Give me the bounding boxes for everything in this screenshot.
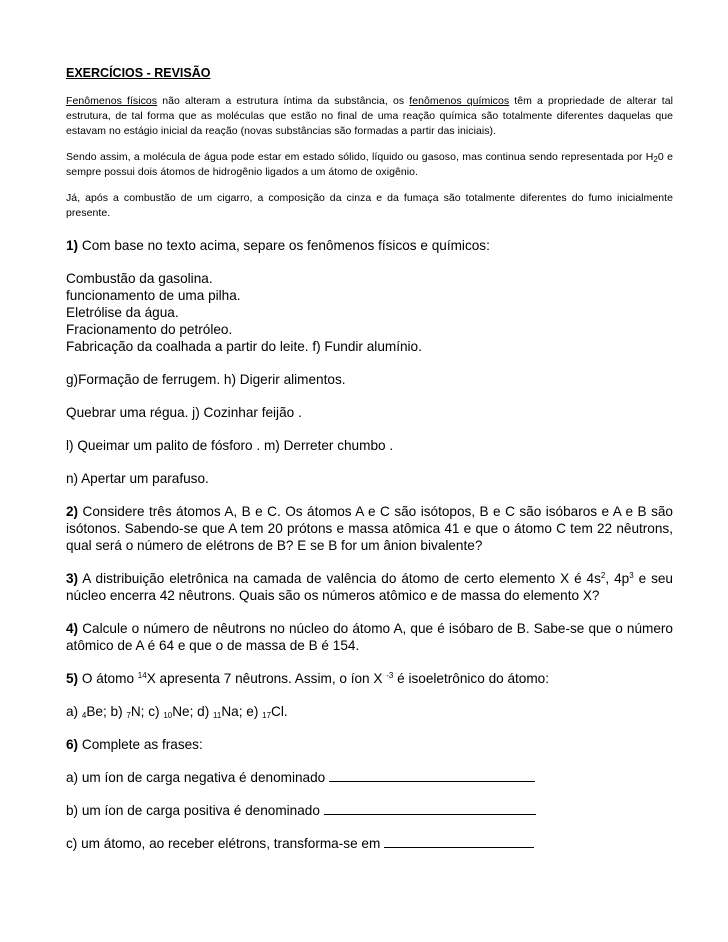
option-text: a) xyxy=(66,704,82,719)
list-item: Fabricação da coalhada a partir do leite. f) Fundir alumínio. xyxy=(66,339,422,354)
fill-in-a xyxy=(66,769,673,786)
question-3 xyxy=(66,570,673,604)
list-item-g: g)Formação de ferrugem. h) Digerir alimentos. xyxy=(66,372,346,387)
fill-prompt: c) um átomo, ao receber elétrons, transforma-se em xyxy=(66,836,385,851)
question-text: , 4p xyxy=(605,571,630,586)
question-number: 4) xyxy=(66,621,79,636)
intro-text: têm a propriedade de alterar tal estrutura, de tal forma que as moléculas que estão no final de uma reação química são totalmente diferentes daquelas que estavam no estágio inicial da reação (novas substâncias são formadas a partir das iniciais). xyxy=(66,95,673,137)
question-text: Calcule o número de nêutrons no núcleo do átomo A, que é isóbaro de B. Sabe-se que o número atômico de A é 64 e que o de massa de B é 154. xyxy=(66,621,673,653)
list-item: Fracionamento do petróleo. xyxy=(66,322,233,337)
fill-prompt: a) um íon de carga negativa é denominado xyxy=(66,770,329,785)
term-chemical-phenomena: fenômenos químicos xyxy=(409,95,510,107)
superscript: 2 xyxy=(600,571,606,580)
question-text: e seu núcleo encerra 42 nêutrons. Quais são os números atômico e de massa do elemento X? xyxy=(66,571,673,603)
intro-paragraph-2 xyxy=(66,150,673,180)
subscript: 10 xyxy=(163,711,173,720)
subscript: 2 xyxy=(653,155,658,164)
question-1 xyxy=(66,237,673,254)
question-5 xyxy=(66,670,673,687)
option-text: Ne; d) xyxy=(172,704,214,719)
question-number: 1) xyxy=(66,238,79,253)
question-text: A distribuição eletrônica na camada de valência do átomo de certo elemento X é 4s xyxy=(78,571,601,586)
question-text: Com base no texto acima, separe os fenômenos físicos e químicos: xyxy=(78,238,490,253)
fill-in-b xyxy=(66,802,673,819)
page-title: EXERCÍCIOS - REVISÃO xyxy=(66,66,211,80)
question-number: 5) xyxy=(66,671,79,686)
superscript: 3 xyxy=(629,571,634,580)
answer-blank[interactable] xyxy=(384,835,534,848)
list-item-i: Quebrar uma régua. j) Cozinhar feijão . xyxy=(66,405,302,420)
question-text: é isoeletrônico do átomo: xyxy=(393,671,550,686)
intro-text: 0 e sempre possui dois átomos de hidrogênio ligados a um átomo de oxigênio. xyxy=(66,151,673,178)
intro-text: não alteram a estrutura íntima da substância, os xyxy=(157,95,410,107)
intro-paragraph-3: Já, após a combustão de um cigarro, a composição da cinza e da fumaça são totalmente diferentes do fumo inicialmente presente. xyxy=(66,192,673,219)
document-page xyxy=(66,66,673,852)
list-item-n: n) Apertar um parafuso. xyxy=(66,471,209,486)
superscript: 14 xyxy=(137,671,147,680)
question-text: Considere três átomos A, B e C. Os átomos A e C são isótopos, B e C são isóbaros e A e B são isótonos. Sabendo-se que A tem 20 prótons e massa atômica 41 e que o átomo C tem 22 nêutrons, qual será o número de elétrons de B? E se B for um ânion bivalente? xyxy=(66,504,673,553)
question-number: 6) xyxy=(66,737,79,752)
question-6 xyxy=(66,736,673,753)
question-text: O átomo xyxy=(78,671,138,686)
phenomena-list xyxy=(66,270,673,355)
question-text: Complete as frases: xyxy=(78,737,203,752)
term-physical-phenomena: Fenômenos físicos xyxy=(66,95,158,107)
question-4 xyxy=(66,620,673,654)
subscript: 17 xyxy=(262,711,272,720)
list-item-l: l) Queimar um palito de fósforo . m) Derreter chumbo . xyxy=(66,438,394,453)
subscript: 4 xyxy=(81,711,87,720)
intro-text: Sendo assim, a molécula de água pode estar em estado sólido, líquido ou gasoso, mas continua sendo representada por H xyxy=(66,151,654,163)
answer-blank[interactable] xyxy=(329,769,535,782)
answer-blank[interactable] xyxy=(324,802,536,815)
option-text: Na; e) xyxy=(221,704,263,719)
list-item: funcionamento de uma pilha. xyxy=(66,288,241,303)
option-text: N; c) xyxy=(130,704,164,719)
question-5-options xyxy=(66,703,673,720)
option-text: Cl. xyxy=(271,704,288,719)
superscript: -3 xyxy=(386,671,394,680)
question-number: 3) xyxy=(66,571,79,586)
subscript: 11 xyxy=(213,711,222,720)
intro-paragraph-1 xyxy=(66,94,673,139)
question-2 xyxy=(66,503,673,554)
question-text: X apresenta 7 nêutrons. Assim, o íon X xyxy=(146,671,387,686)
list-item: Combustão da gasolina. xyxy=(66,271,213,286)
fill-in-c xyxy=(66,835,673,852)
option-text: Be; b) xyxy=(86,704,127,719)
list-item: Eletrólise da água. xyxy=(66,305,179,320)
subscript: 7 xyxy=(126,711,131,720)
fill-prompt: b) um íon de carga positiva é denominado xyxy=(66,803,324,818)
question-number: 2) xyxy=(66,504,79,519)
